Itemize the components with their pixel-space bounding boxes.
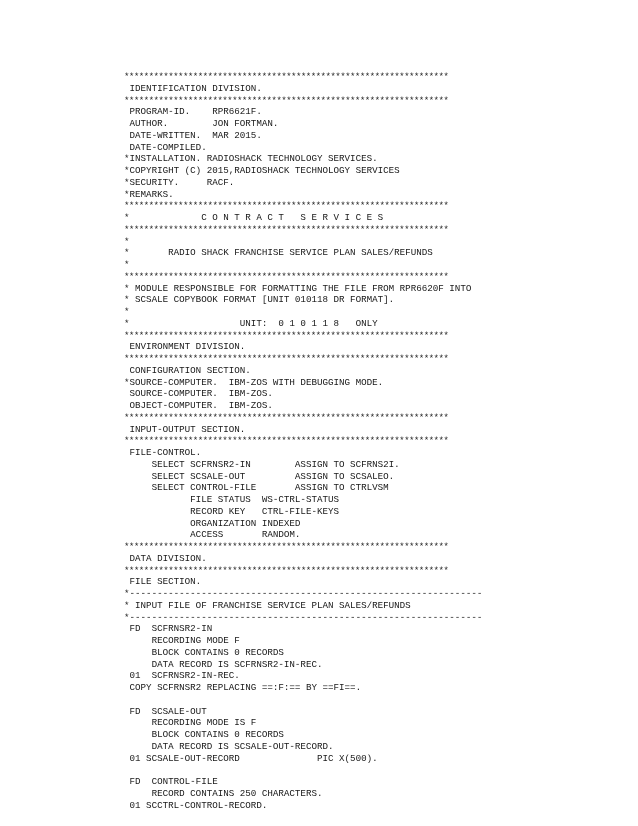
source-line: RECORD KEY CTRL-FILE-KEYS: [124, 505, 340, 517]
source-line: IDENTIFICATION DIVISION.: [124, 82, 262, 94]
source-line: ENVIRONMENT DIVISION.: [124, 341, 246, 353]
source-line: DATE-WRITTEN. MAR 2015.: [124, 129, 262, 141]
source-line: * MODULE RESPONSIBLE FOR FORMATTING THE FILE FROM RPR6620F INTO: [124, 282, 472, 294]
source-line: FILE SECTION.: [124, 576, 202, 588]
source-line: *REMARKS.: [124, 188, 174, 200]
source-line: * RADIO SHACK FRANCHISE SERVICE PLAN SALES/REFUNDS: [124, 247, 433, 259]
source-line: *INSTALLATION. RADIOSHACK TECHNOLOGY SERVICES.: [124, 153, 378, 165]
source-line: RECORDING MODE IS F: [124, 717, 257, 729]
separator-line: ******************************************************************: [124, 94, 449, 106]
source-line: BLOCK CONTAINS 0 RECORDS: [124, 646, 284, 658]
source-line: FD CONTROL-FILE: [124, 776, 218, 787]
source-line: SELECT SCSALE-OUT ASSIGN TO SCSALEO.: [124, 470, 395, 482]
source-line: ORGANIZATION INDEXED: [124, 517, 301, 529]
blank-line: [124, 764, 514, 776]
separator-line: ******************************************************************: [124, 353, 449, 364]
separator-line: ******************************************************************: [124, 71, 449, 82]
source-line: DATA RECORD IS SCFRNSR2-IN-REC.: [124, 658, 323, 670]
source-line: ACCESS RANDOM.: [124, 529, 301, 541]
source-line: BLOCK CONTAINS 0 RECORDS: [124, 729, 284, 740]
separator-line: ******************************************************************: [124, 541, 449, 552]
source-line: FILE-CONTROL.: [124, 447, 202, 458]
source-line: FD SCFRNSR2-IN: [124, 623, 213, 635]
source-line: DATA DIVISION.: [124, 552, 207, 564]
source-line: RECORDING MODE F: [124, 635, 240, 646]
separator-line: ******************************************************************: [124, 435, 449, 447]
source-line: * C O N T R A C T S E R V I C E S: [124, 212, 384, 223]
source-line: *SECURITY. RACF.: [124, 176, 235, 188]
cobol-source-listing: [124, 71, 514, 811]
source-line: * INPUT FILE OF FRANCHISE SERVICE PLAN SALES/REFUNDS: [124, 599, 411, 611]
source-line: 01 SCFRNSR2-IN-REC.: [124, 670, 240, 682]
source-line: 01 SCCTRL-CONTROL-RECORD.: [124, 799, 268, 811]
separator-line: ******************************************************************: [124, 329, 449, 341]
source-line: SELECT CONTROL-FILE ASSIGN TO CTRLVSM: [124, 482, 389, 494]
separator-line: ******************************************************************: [124, 270, 449, 282]
source-line: 01 SCSALE-OUT-RECORD PIC X(500).: [124, 752, 378, 764]
source-line: SOURCE-COMPUTER. IBM-ZOS.: [124, 388, 273, 400]
source-line: *: [124, 235, 130, 247]
source-line: RECORD CONTAINS 250 CHARACTERS.: [124, 787, 323, 799]
source-line: *COPYRIGHT (C) 2015,RADIOSHACK TECHNOLOGY SERVICES: [124, 165, 400, 176]
blank-line: [124, 694, 514, 706]
source-line: PROGRAM-ID. RPR6621F.: [124, 106, 262, 118]
source-line: *: [124, 306, 130, 317]
source-line: AUTHOR. JON FORTMAN.: [124, 118, 279, 129]
separator-line: ******************************************************************: [124, 411, 449, 423]
source-line: SELECT SCFRNSR2-IN ASSIGN TO SCFRNS2I.: [124, 458, 400, 470]
separator-line: *----------------------------------------------------------------: [124, 588, 483, 599]
source-line: INPUT-OUTPUT SECTION.: [124, 423, 246, 435]
source-line: OBJECT-COMPUTER. IBM-ZOS.: [124, 400, 273, 411]
source-line: *: [124, 259, 130, 270]
separator-line: ******************************************************************: [124, 564, 449, 576]
source-line: FILE STATUS WS-CTRL-STATUS: [124, 494, 340, 505]
source-line: DATE-COMPILED.: [124, 141, 207, 153]
source-line: *SOURCE-COMPUTER. IBM-ZOS WITH DEBUGGING MODE.: [124, 376, 384, 388]
separator-line: *----------------------------------------------------------------: [124, 611, 483, 623]
separator-line: ******************************************************************: [124, 223, 449, 235]
source-line: FD SCSALE-OUT: [124, 705, 207, 717]
source-line: * SCSALE COPYBOOK FORMAT [UNIT 010118 DR FORMAT].: [124, 294, 395, 306]
source-line: * UNIT: 0 1 0 1 1 8 ONLY: [124, 317, 378, 329]
source-line: DATA RECORD IS SCSALE-OUT-RECORD.: [124, 740, 334, 752]
source-line: CONFIGURATION SECTION.: [124, 364, 251, 376]
separator-line: ******************************************************************: [124, 200, 449, 212]
source-line: COPY SCFRNSR2 REPLACING ==:F:== BY ==FI==.: [124, 682, 362, 693]
